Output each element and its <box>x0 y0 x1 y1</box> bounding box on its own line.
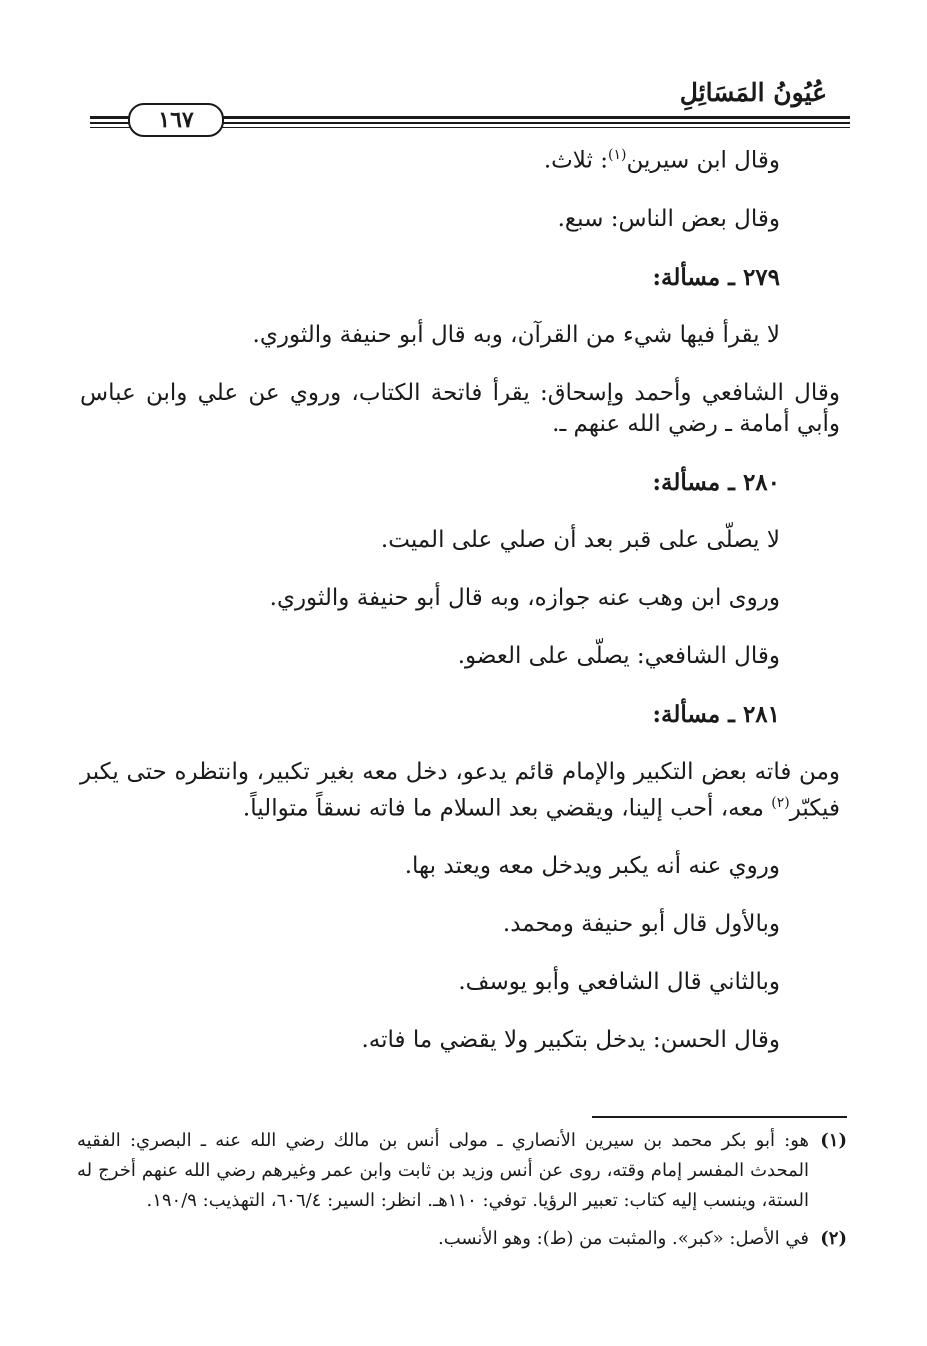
paragraph: لا يقرأ فيها شيء من القرآن، وبه قال أبو حنيفة والثوري. <box>252 321 780 348</box>
main-text <box>80 140 840 1083</box>
paragraph: وقال بعض الناس: سبع. <box>557 205 780 232</box>
footnote-ref: (٢) <box>771 794 790 811</box>
footnote <box>77 1126 847 1216</box>
paragraph: وقال الشافعي وأحمد وإسحاق: يقرأ فاتحة الكتاب، وروي عن علي وابن عباس وأبي أمامة ـ رضي الله عنهم ـ. <box>80 379 840 437</box>
paragraph: وبالثاني قال الشافعي وأبو يوسف. <box>458 969 780 996</box>
footnotes <box>77 1126 847 1262</box>
paragraph: وقال الحسن: يدخل بتكبير ولا يقضي ما فاته. <box>361 1027 780 1054</box>
running-head-title: عُيُونُ المَسَائِلِ <box>679 78 827 107</box>
page-number-badge: ١٦٧ <box>128 103 224 137</box>
section-heading: ٢٧٩ ـ مسألة: <box>652 263 780 291</box>
section-heading: ٢٨٠ ـ مسألة: <box>652 468 780 496</box>
paragraph: لا يصلّى على قبر بعد أن صلي على الميت. <box>380 526 780 553</box>
paragraph: وبالأول قال أبو حنيفة ومحمد. <box>502 911 780 938</box>
footnote-separator <box>592 1116 847 1118</box>
footnote-ref: (١) <box>607 147 627 163</box>
paragraph: وروي عنه أنه يكبر ويدخل معه ويعتد بها. <box>404 853 780 880</box>
footnote-number: (١) <box>820 1130 847 1151</box>
paragraph: وقال ابن سيرين$^{(١)}$: ثلاث. <box>543 147 780 174</box>
footnote-text: في الأصل: «كبر». والمثبت من (ط): وهو الأنسب. <box>437 1228 809 1249</box>
footnote <box>77 1224 847 1254</box>
paragraph: ومن فاته بعض التكبير والإمام قائم يدعو، دخل معه بغير تكبير، وانتظره حتى يكبر فيكبّر$^{(٢)}$ معه، أحب إلينا، ويقضي بعد السلام ما فاته نسقاً متوالياً. <box>80 758 840 822</box>
paragraph: وروى ابن وهب عنه جوازه، وبه قال أبو حنيفة والثوري. <box>269 584 780 611</box>
footnote-number: (٢) <box>820 1228 847 1249</box>
section-heading: ٢٨١ ـ مسألة: <box>652 700 780 728</box>
footnote-text: هو: أبو بكر محمد بن سيرين الأنصاري ـ مولى أنس بن مالك رضي الله عنه ـ البصري: الفقيه المحدث المفسر إمام وقته، روى عن أنس وزيد بن ثابت وابن عمر وغيرهم رضي الله عنهم أخرج له الستة، وينسب إليه كتاب: تعبير الرؤيا. توفي: ١١٠هـ. انظر: السير: ٦٠٦/٤، التهذيب: ١٩٠/٩. <box>77 1130 809 1211</box>
paragraph: وقال الشافعي: يصلّى على العضو. <box>457 642 780 669</box>
